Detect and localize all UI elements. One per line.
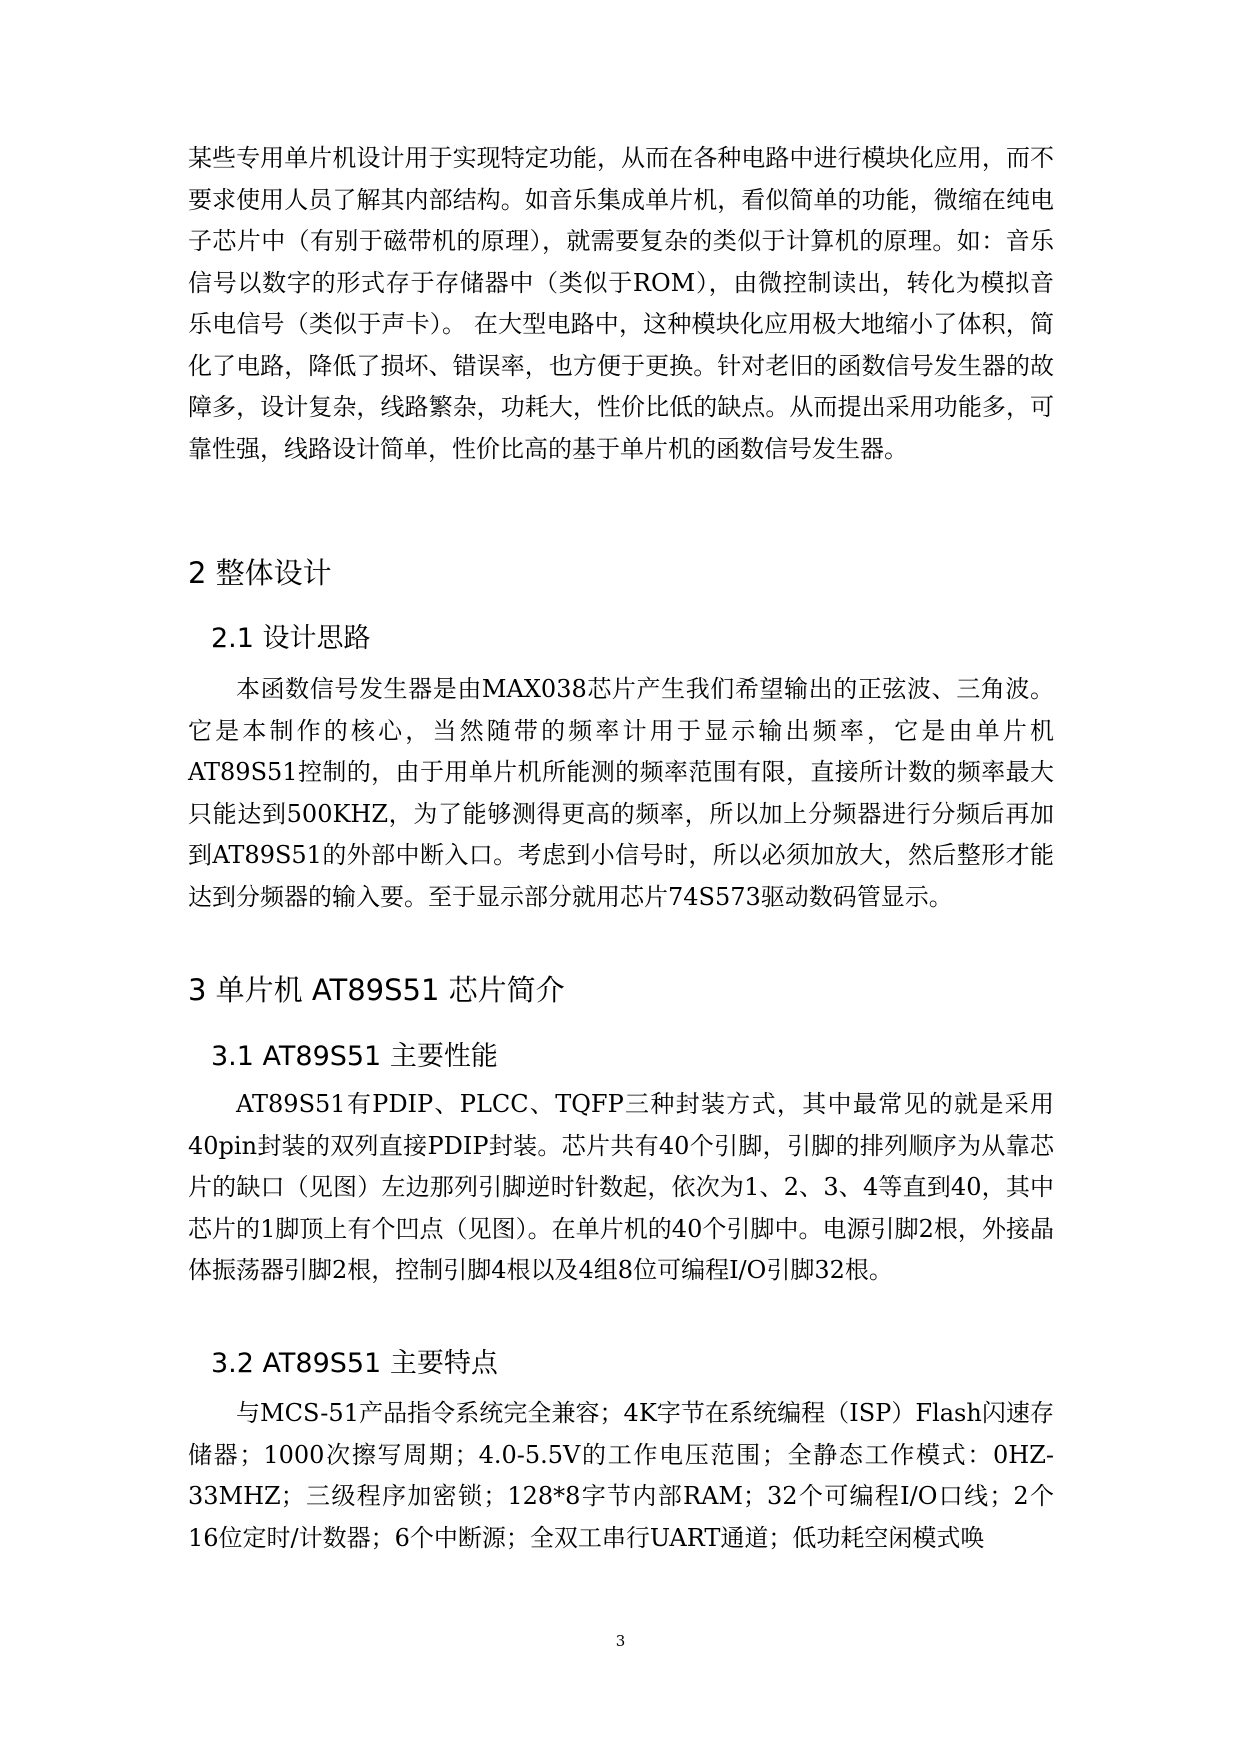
section-2-1-paragraph: 本函数信号发生器是由MAX038芯片产生我们希望输出的正弦波、三角波。它是本制作的核心，当然随带的频率计用于显示输出频率，它是由单片机AT89S51控制的，由于用单片机所能测的频率范围有限，直接所计数的频率最大只能达到500KHZ，为了能够测得更高的频率，所以加上分频器进行分频后再加到AT89S51的外部中断入口。考虑到小信号时，所以必须加放大，然后整形才能达到分频器的输入要。至于显示部分就用芯片74S573驱动数码管显示。 [188,675,1054,911]
section-3-2-heading: 3.2 AT89S51 主要特点 [211,1348,498,1379]
section-2-1-heading: 2.1 设计思路 [211,623,371,654]
section-3-1-heading: 3.1 AT89S51 主要性能 [211,1041,498,1072]
section-3-heading: 3 单片机 AT89S51 芯片简介 [188,973,565,1007]
page-number: 3 [615,1632,626,1650]
intro-paragraph: 某些专用单片机设计用于实现特定功能，从而在各种电路中进行模块化应用，而不要求使用人员了解其内部结构。如音乐集成单片机，看似简单的功能，微缩在纯电子芯片中（有别于磁带机的原理），就需要复杂的类似于计算机的原理。如：音乐信号以数字的形式存于存储器中（类似于ROM），由微控制读出，转化为模拟音乐电信号（类似于声卡）。 在大型电路中，这种模块化应用极大地缩小了体积，简化了电路，降低了损坏、错误率，也方便于更换。针对老旧的函数信号发生器的故障多，设计复杂，线路繁杂，功耗大，性价比低的缺点。从而提出采用功能多，可靠性强，线路设计简单，性价比高的基于单片机的函数信号发生器。 [188,144,1054,463]
section-2-heading: 2 整体设计 [188,556,332,590]
section-3-1-paragraph: AT89S51有PDIP、PLCC、TQFP三种封装方式，其中最常见的就是采用40pin封装的双列直接PDIP封装。芯片共有40个引脚，引脚的排列顺序为从靠芯片的缺口（见图）左边那列引脚逆时针数起，依次为1、2、3、4等直到40，其中芯片的1脚顶上有个凹点（见图）。在单片机的40个引脚中。电源引脚2根，外接晶体振荡器引脚2根，控制引脚4根以及4组8位可编程I/O引脚32根。 [188,1090,1054,1284]
section-3-2-paragraph: 与MCS-51产品指令系统完全兼容；4K字节在系统编程（ISP）Flash闪速存储器；1000次擦写周期；4.0-5.5V的工作电压范围；全静态工作模式：0HZ-33MHZ；三级程序加密锁；128*8字节内部RAM；32个可编程I/O口线；2个16位定时/计数器；6个中断源；全双工串行UART通道；低功耗空闲模式唤 [188,1399,1054,1552]
